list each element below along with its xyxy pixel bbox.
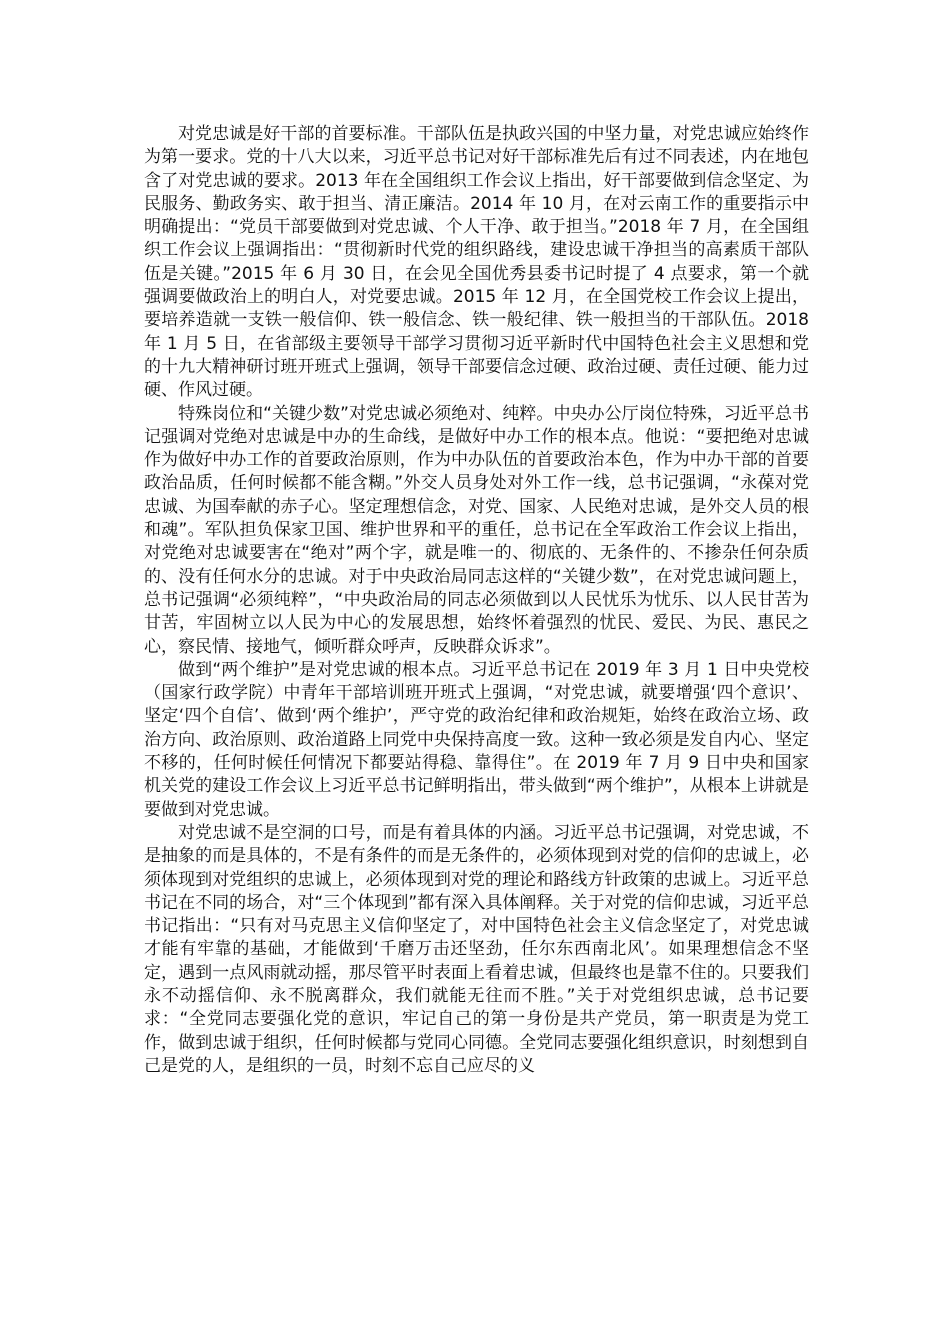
paragraph-4: 对党忠诚不是空洞的口号，而是有着具体的内涵。习近平总书记强调，对党忠诚，不是抽象的而是具体的，不是有条件的而是无条件的，必须体现到对党的信仰的忠诚上，必须体现到对党组织的忠诚上，必须体现到对党的理论和路线方针政策的忠诚上。习近平总书记在不同的场合，对“三个体现到”都有深入具体阐释。关于对党的信仰忠诚，习近平总书记指出：“只有对马克思主义信仰坚定了，对中国特色社会主义信念坚定了，对党忠诚才能有牢靠的基础，才能做到‘千磨万击还坚劲，任尔东西南北风’。如果理想信念不坚定，遇到一点风雨就动摇，那尽管平时表面上看着忠诚，但最终也是靠不住的。只要我们永不动摇信仰、永不脱离群众，我们就能无往而不胜。”关于对党组织忠诚，总书记要求：“全党同志要强化党的意识，牢记自己的第一身份是共产党员，第一职责是为党工作，做到忠诚于组织，任何时候都与党同心同德。全党同志要强化组织意识，时刻想到自己是党的人，是组织的一员，时刻不忘自己应尽的义 (144, 822, 809, 1076)
document-body (144, 123, 809, 1078)
paragraph-3: 做到“两个维护”是对党忠诚的根本点。习近平总书记在 2019 年 3 月 1 日中央党校（国家行政学院）中青年干部培训班开班式上强调，“对党忠诚，就要增强‘四个意识’、坚定‘四个自信’、做到‘两个维护’，严守党的政治纪律和政治规矩，始终在政治立场、政治方向、政治原则、政治道路上同党中央保持高度一致。这种一致必须是发自内心、坚定不移的，任何时候任何情况下都要站得稳、靠得住”。在 2019 年 7 月 9 日中央和国家机关党的建设工作会议上习近平总书记鲜明指出，带头做到“两个维护”，从根本上讲就是要做到对党忠诚。 (144, 659, 809, 820)
paragraph-2: 特殊岗位和“关键少数”对党忠诚必须绝对、纯粹。中央办公厅岗位特殊，习近平总书记强调对党绝对忠诚是中办的生命线，是做好中办工作的根本点。他说：“要把绝对忠诚作为做好中办工作的首要政治原则，作为中办队伍的首要政治本色，作为中办干部的首要政治品质，任何时候都不能含糊。”外交人员身处对外工作一线，总书记强调，“永葆对党忠诚、为国奉献的赤子心。坚定理想信念，对党、国家、人民绝对忠诚，是外交人员的根和魂”。军队担负保家卫国、维护世界和平的重任，总书记在全军政治工作会议上指出，对党绝对忠诚要害在“绝对”两个字，就是唯一的、彻底的、无条件的、不掺杂任何杂质的、没有任何水分的忠诚。对于中央政治局同志这样的“关键少数”，在对党忠诚问题上，总书记强调“必须纯粹”，“中央政治局的同志必须做到以人民忧乐为忧乐、以人民甘苦为甘苦，牢固树立以人民为中心的发展思想，始终怀着强烈的忧民、爱民、为民、惠民之心，察民情、接地气，倾听群众呼声，反映群众诉求”。 (144, 403, 809, 657)
paragraph-1: 对党忠诚是好干部的首要标准。干部队伍是执政兴国的中坚力量，对党忠诚应始终作为第一要求。党的十八大以来，习近平总书记对好干部标准先后有过不同表述，内在地包含了对党忠诚的要求。2013 年在全国组织工作会议上指出，好干部要做到信念坚定、为民服务、勤政务实、敢于担当、清正廉洁。2014 年 10 月，在对云南工作的重要指示中明确提出：“党员干部要做到对党忠诚、个人干净、敢于担当。”2018 年 7 月，在全国组织工作会议上强调指出：“贯彻新时代党的组织路线，建设忠诚干净担当的高素质干部队伍是关键。”2015 年 6 月 30 日，在会见全国优秀县委书记时提了 4 点要求，第一个就强调要做政治上的明白人，对党要忠诚。2015 年 12 月，在全国党校工作会议上提出，要培养造就一支铁一般信仰、铁一般信念、铁一般纪律、铁一般担当的干部队伍。2018 年 1 月 5 日，在省部级主要领导干部学习贯彻习近平新时代中国特色社会主义思想和党的十九大精神研讨班开班式上强调，领导干部要信念过硬、政治过硬、责任过硬、能力过硬、作风过硬。 (144, 124, 809, 401)
